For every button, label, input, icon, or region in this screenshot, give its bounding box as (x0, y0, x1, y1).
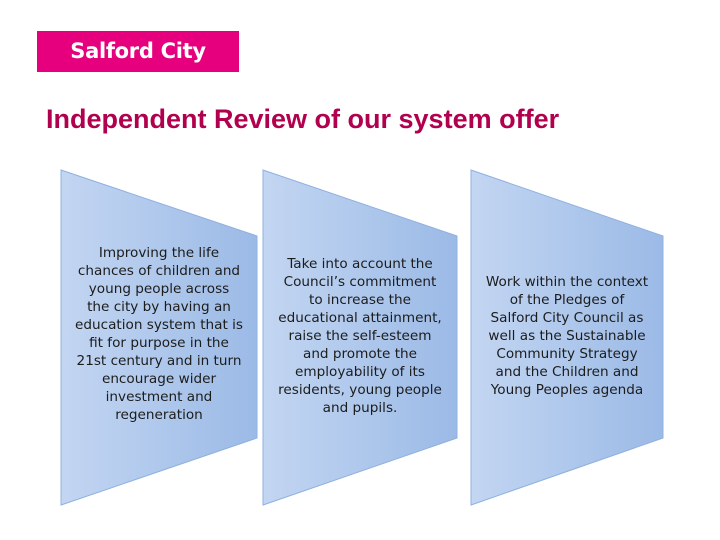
panel-3-text: Work within the context of the Pledges of Salford City Council as well as the Sustainable Community Strategy and the Children and Young Peoples agenda (485, 274, 649, 398)
panel-1-text: Improving the life chances of children and young people across the city by having an education system that is fit for purpose in the 21st century and in turn encourage wider investment and regeneration (74, 245, 244, 423)
panel-2-text: Take into account the Council’s commitment to increase the educational attainment, raise the self-esteem and promote the employability of its residents, young people and pupils. (278, 256, 442, 416)
salford-city-council-logo: Salford City Council (37, 31, 239, 72)
slide-title: Independent Review of our system offer (46, 104, 560, 134)
